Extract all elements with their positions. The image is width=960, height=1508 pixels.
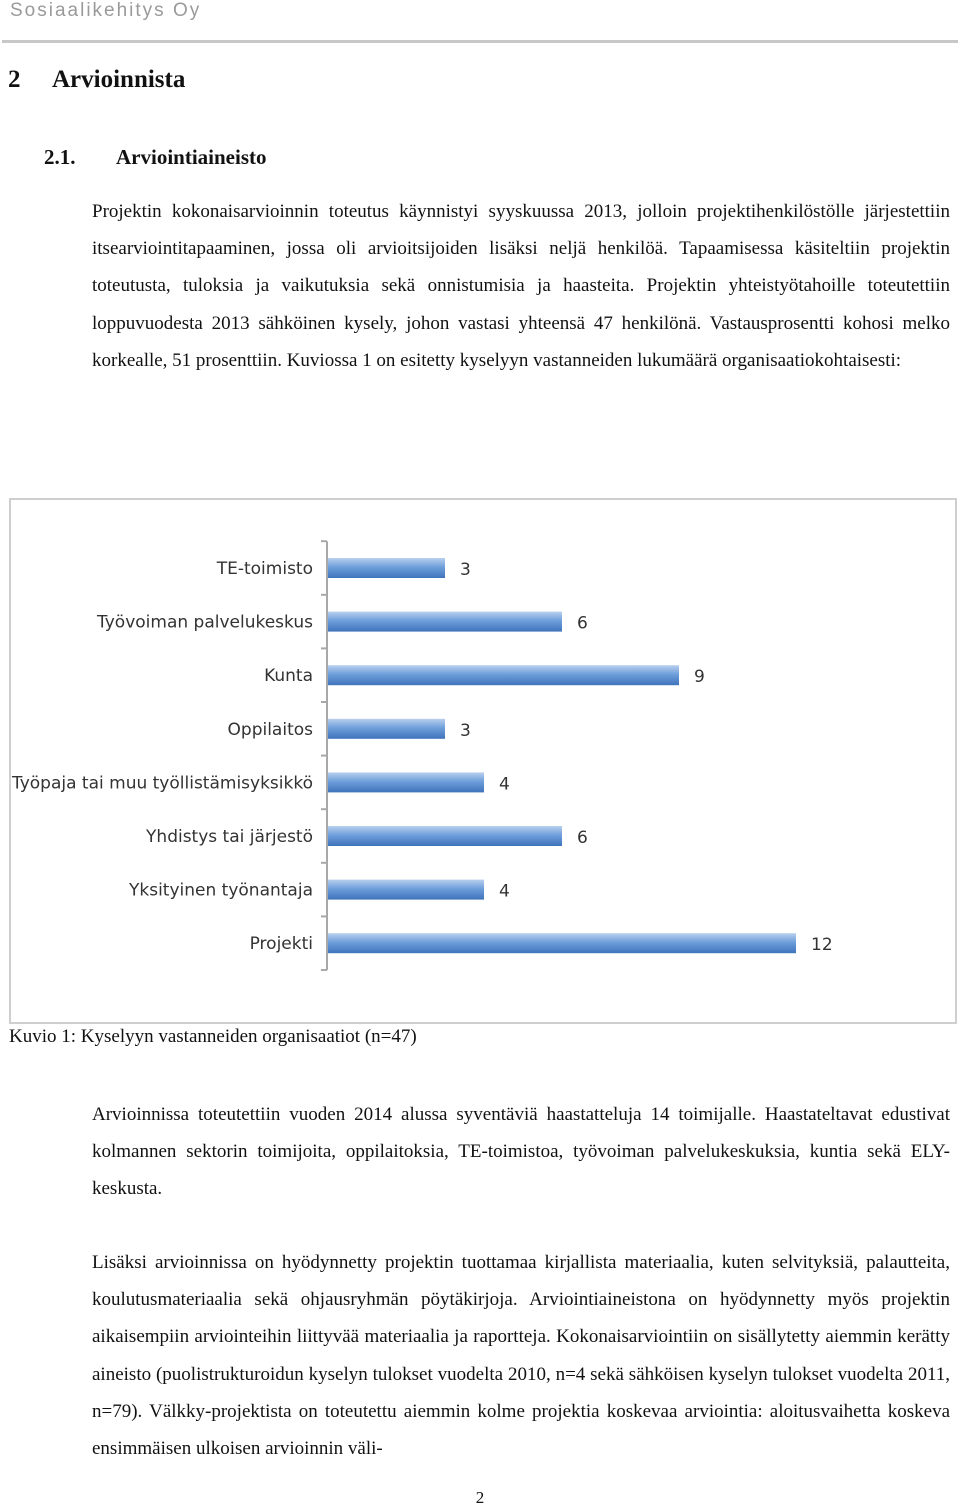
paragraph-3: Lisäksi arvioinnissa on hyödynnetty projektin tuottamaa kirjallista materiaalia, kuten selvityksiä, palautteita, koulutusmateriaalia sekä ohjausryhmän pöytäkirjoja. Arviointiaineistona on hyödynnetty myös projektin aikaisempiin arviointeihin liittyvää materiaalia ja raportteja. Kokonaisarviointiin on sisällytetty aiemmin kerätty aineisto (puolistrukturoidun kyselyn tulokset vuodelta 2010, n=4 sekä sähköisen kyselyn tulokset vuodelta 2011, n=79). Välkky-projektista on toteutettu aiemmin kolme projektia koskevaa arviointia: aloitusvaihetta koskeva ensimmäisen ulkoisen arvioinnin väli-	[92, 1252, 950, 1460]
category-label: Kunta	[264, 666, 313, 687]
figure-caption: Kuvio 1: Kyselyyn vastanneiden organisaatiot (n=47)	[9, 1026, 417, 1047]
header-rule	[2, 40, 958, 43]
section-title: Arvioinnista	[52, 66, 186, 93]
bar	[328, 612, 562, 632]
category-label: Työvoiman palvelukeskus	[97, 612, 313, 633]
subsection-title: Arviointiaineisto	[116, 145, 267, 169]
bar	[328, 665, 679, 685]
data-label: 4	[499, 774, 510, 795]
header-org-name: Sosiaalikehitys Oy	[10, 0, 202, 21]
bar	[328, 826, 562, 846]
category-label: Työpaja tai muu työllistämisyksikkö	[11, 773, 313, 794]
data-label: 4	[499, 881, 510, 902]
section-heading	[8, 66, 185, 94]
category-label: Oppilaitos	[227, 719, 313, 740]
bar	[328, 933, 796, 953]
data-label: 9	[694, 667, 705, 688]
data-label: 12	[811, 935, 833, 956]
bar	[328, 719, 445, 739]
bar-chart-figure	[9, 498, 957, 1024]
page-number: 2	[475, 1488, 485, 1507]
bar-chart	[11, 500, 955, 1022]
bar	[328, 880, 484, 900]
category-label: Projekti	[249, 934, 313, 955]
paragraph-2: Arvioinnissa toteutettiin vuoden 2014 alussa syventäviä haastatteluja 14 toimijalle. Haastateltavat edustivat kolmannen sektorin toimijoita, oppilaitoksia, TE-toimistoa, työvoiman palvelukeskuksia, kuntia sekä ELY-keskusta.	[92, 1104, 950, 1200]
category-label: Yksityinen työnantaja	[129, 880, 313, 901]
subsection-heading	[44, 145, 267, 170]
data-label: 3	[460, 560, 471, 580]
data-label: 6	[577, 828, 588, 848]
data-label: 6	[577, 613, 588, 634]
category-label: TE-toimisto	[216, 559, 313, 579]
bar	[328, 772, 484, 792]
paragraph-1: Projektin kokonaisarvioinnin toteutus käynnistyi syyskuussa 2013, jolloin projektihenkilöstölle järjestettiin itsearviointitapaaminen, jossa oli arvioitsijoiden lisäksi neljä henkilöä. Tapaamisessa käsiteltiin projektin toteutusta, tuloksia ja vaikutuksia sekä onnistumisia ja haasteita. Projektin yhteistyötahoille toteutettiin loppuvuodesta 2013 sähköinen kysely, johon vastasi yhteensä 47 henkilönä. Vastausprosentti kohosi melko korkealle, 51 prosenttiin. Kuviossa 1 on esitetty kyselyyn vastanneiden lukumäärä organisaatiokohtaisesti:	[92, 201, 950, 371]
subsection-number: 2.1.	[44, 145, 76, 169]
category-label: Yhdistys tai järjestö	[146, 827, 313, 847]
section-number: 2	[8, 66, 21, 93]
bar	[328, 558, 445, 578]
data-label: 3	[460, 720, 471, 741]
